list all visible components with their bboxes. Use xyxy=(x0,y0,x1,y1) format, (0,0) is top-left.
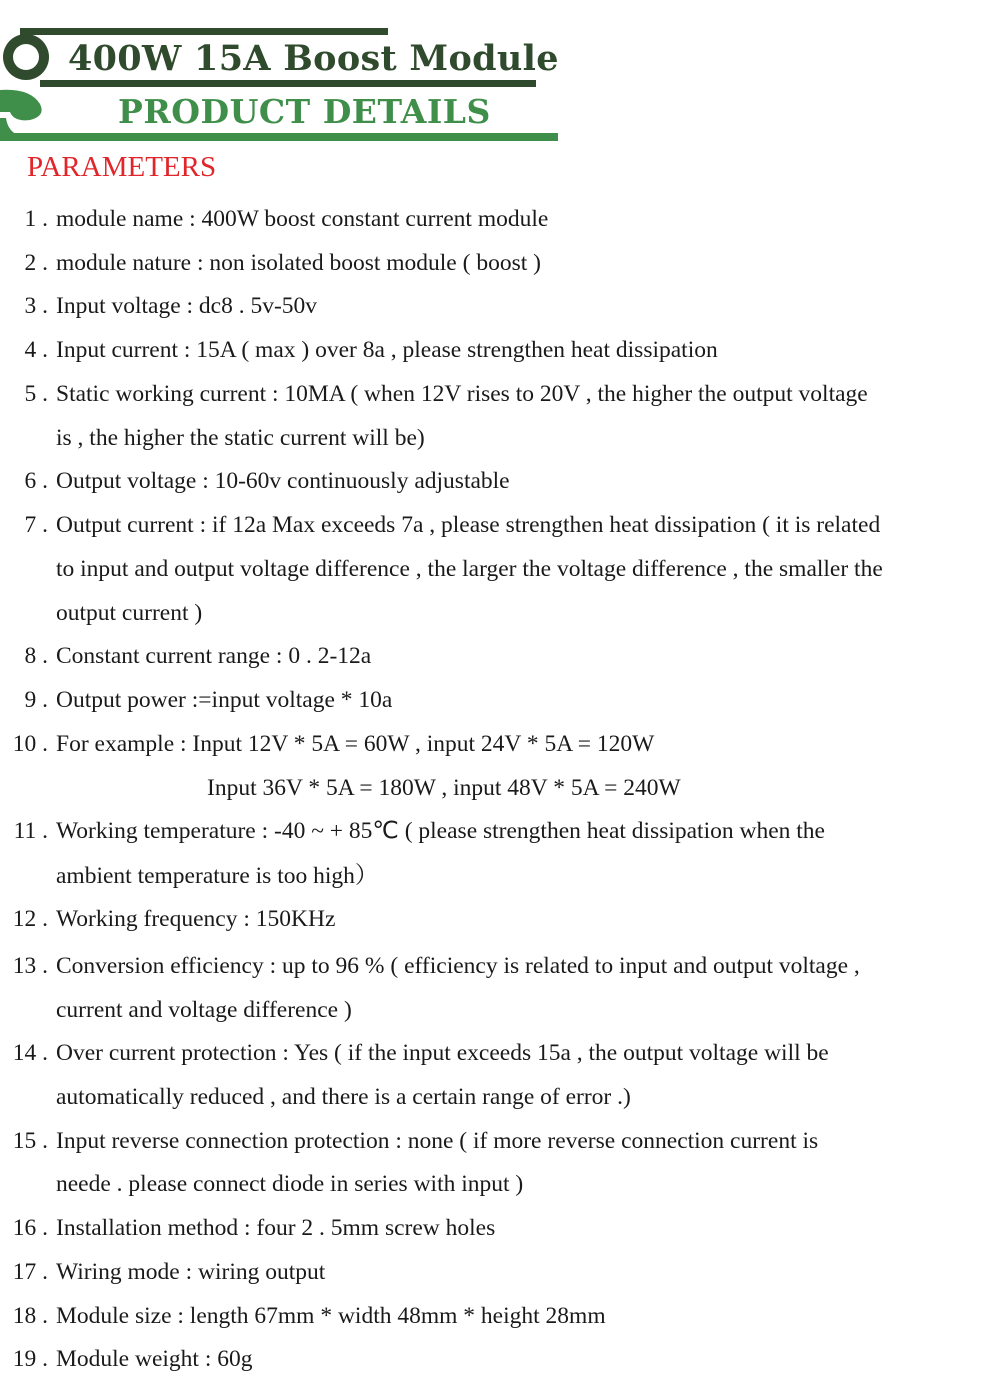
parameter-line xyxy=(0,249,1000,279)
item-text: Installation method : four 2 . 5mm screw holes xyxy=(56,1215,496,1241)
item-number: 2 . xyxy=(24,250,48,276)
item-text: Working frequency : 150KHz xyxy=(56,906,336,932)
item-text: to input and output voltage difference , the larger the voltage difference , the smaller the xyxy=(56,556,883,582)
parameter-line xyxy=(0,817,1000,847)
parameter-line xyxy=(0,599,1000,629)
parameter-line xyxy=(0,424,1000,454)
parameter-line xyxy=(0,774,1000,804)
section-heading: PARAMETERS xyxy=(27,151,217,183)
parameter-line xyxy=(0,1302,1000,1332)
item-text: Conversion efficiency : up to 96 % ( efficiency is related to input and output voltage , xyxy=(56,953,860,979)
item-text: output current ) xyxy=(56,600,203,626)
item-text: module name : 400W boost constant current module xyxy=(56,206,549,232)
item-text: Output power :=input voltage * 10a xyxy=(56,687,393,713)
parameter-line xyxy=(0,996,1000,1026)
item-number: 11 . xyxy=(13,818,48,844)
item-text: is , the higher the static current will be) xyxy=(56,425,425,451)
item-number: 17 . xyxy=(12,1259,48,1285)
item-number: 18 . xyxy=(12,1303,48,1329)
parameter-line xyxy=(0,380,1000,410)
item-text: Output voltage : 10-60v continuously adjustable xyxy=(56,468,510,494)
item-text: Static working current : 10MA ( when 12V rises to 20V , the higher the output voltage xyxy=(56,381,868,407)
parameter-line xyxy=(0,1258,1000,1288)
parameter-line xyxy=(0,1083,1000,1113)
parameter-line xyxy=(0,1345,1000,1375)
item-text: current and voltage difference ) xyxy=(56,997,352,1023)
item-text: Input voltage : dc8 . 5v-50v xyxy=(56,293,318,319)
item-text: Module weight : 60g xyxy=(56,1346,253,1372)
item-text: Over current protection : Yes ( if the input exceeds 15a , the output voltage will be xyxy=(56,1040,829,1066)
parameter-line xyxy=(0,1214,1000,1244)
parameter-line xyxy=(0,905,1000,935)
parameter-line xyxy=(0,292,1000,322)
item-text: Module size : length 67mm * width 48mm * height 28mm xyxy=(56,1303,606,1329)
item-text: neede . please connect diode in series with input ) xyxy=(56,1171,524,1197)
item-number: 14 . xyxy=(12,1040,48,1066)
item-number: 13 . xyxy=(12,953,48,979)
item-number: 4 . xyxy=(24,337,48,363)
item-text: For example : Input 12V * 5A = 60W , input 24V * 5A = 120W xyxy=(56,731,655,757)
parameter-line xyxy=(0,1170,1000,1200)
item-number: 16 . xyxy=(12,1215,48,1241)
parameter-line xyxy=(0,336,1000,366)
item-text: ambient temperature is too high） xyxy=(56,863,379,889)
item-number: 6 . xyxy=(24,468,48,494)
item-number: 1 . xyxy=(24,206,48,232)
parameter-line xyxy=(0,862,1000,892)
parameter-line xyxy=(0,1127,1000,1157)
parameter-line xyxy=(0,952,1000,982)
parameter-line xyxy=(0,205,1000,235)
item-number: 7 . xyxy=(24,512,48,538)
item-text: Input 36V * 5A = 180W , input 48V * 5A = 240W xyxy=(207,775,681,801)
parameter-line xyxy=(0,555,1000,585)
item-text: Output current : if 12a Max exceeds 7a , please strengthen heat dissipation ( it is related xyxy=(56,512,881,538)
parameter-line xyxy=(0,686,1000,716)
parameter-line xyxy=(0,642,1000,672)
item-text: module nature : non isolated boost module ( boost ) xyxy=(56,250,541,276)
item-text: Input reverse connection protection : none ( if more reverse connection current is xyxy=(56,1128,819,1154)
parameter-line xyxy=(0,1039,1000,1069)
item-text: automatically reduced , and there is a certain range of error .) xyxy=(56,1084,631,1110)
item-text: Wiring mode : wiring output xyxy=(56,1259,326,1285)
parameter-line xyxy=(0,730,1000,760)
item-number: 3 . xyxy=(24,293,48,319)
item-text: Input current : 15A ( max ) over 8a , please strengthen heat dissipation xyxy=(56,337,718,363)
item-text: Working temperature : -40 ~ + 85℃ ( please strengthen heat dissipation when the xyxy=(56,818,825,844)
parameter-line xyxy=(0,467,1000,497)
item-number: 15 . xyxy=(12,1128,48,1154)
item-number: 12 . xyxy=(12,906,48,932)
parameter-line xyxy=(0,511,1000,541)
item-number: 10 . xyxy=(12,731,48,757)
item-number: 9 . xyxy=(24,687,48,713)
page-title: 400W 15A Boost Module xyxy=(68,38,559,79)
page-subtitle: PRODUCT DETAILS xyxy=(118,92,491,131)
item-number: 19 . xyxy=(12,1346,48,1372)
item-number: 5 . xyxy=(24,381,48,407)
item-text: Constant current range : 0 . 2-12a xyxy=(56,643,372,669)
item-number: 8 . xyxy=(24,643,48,669)
